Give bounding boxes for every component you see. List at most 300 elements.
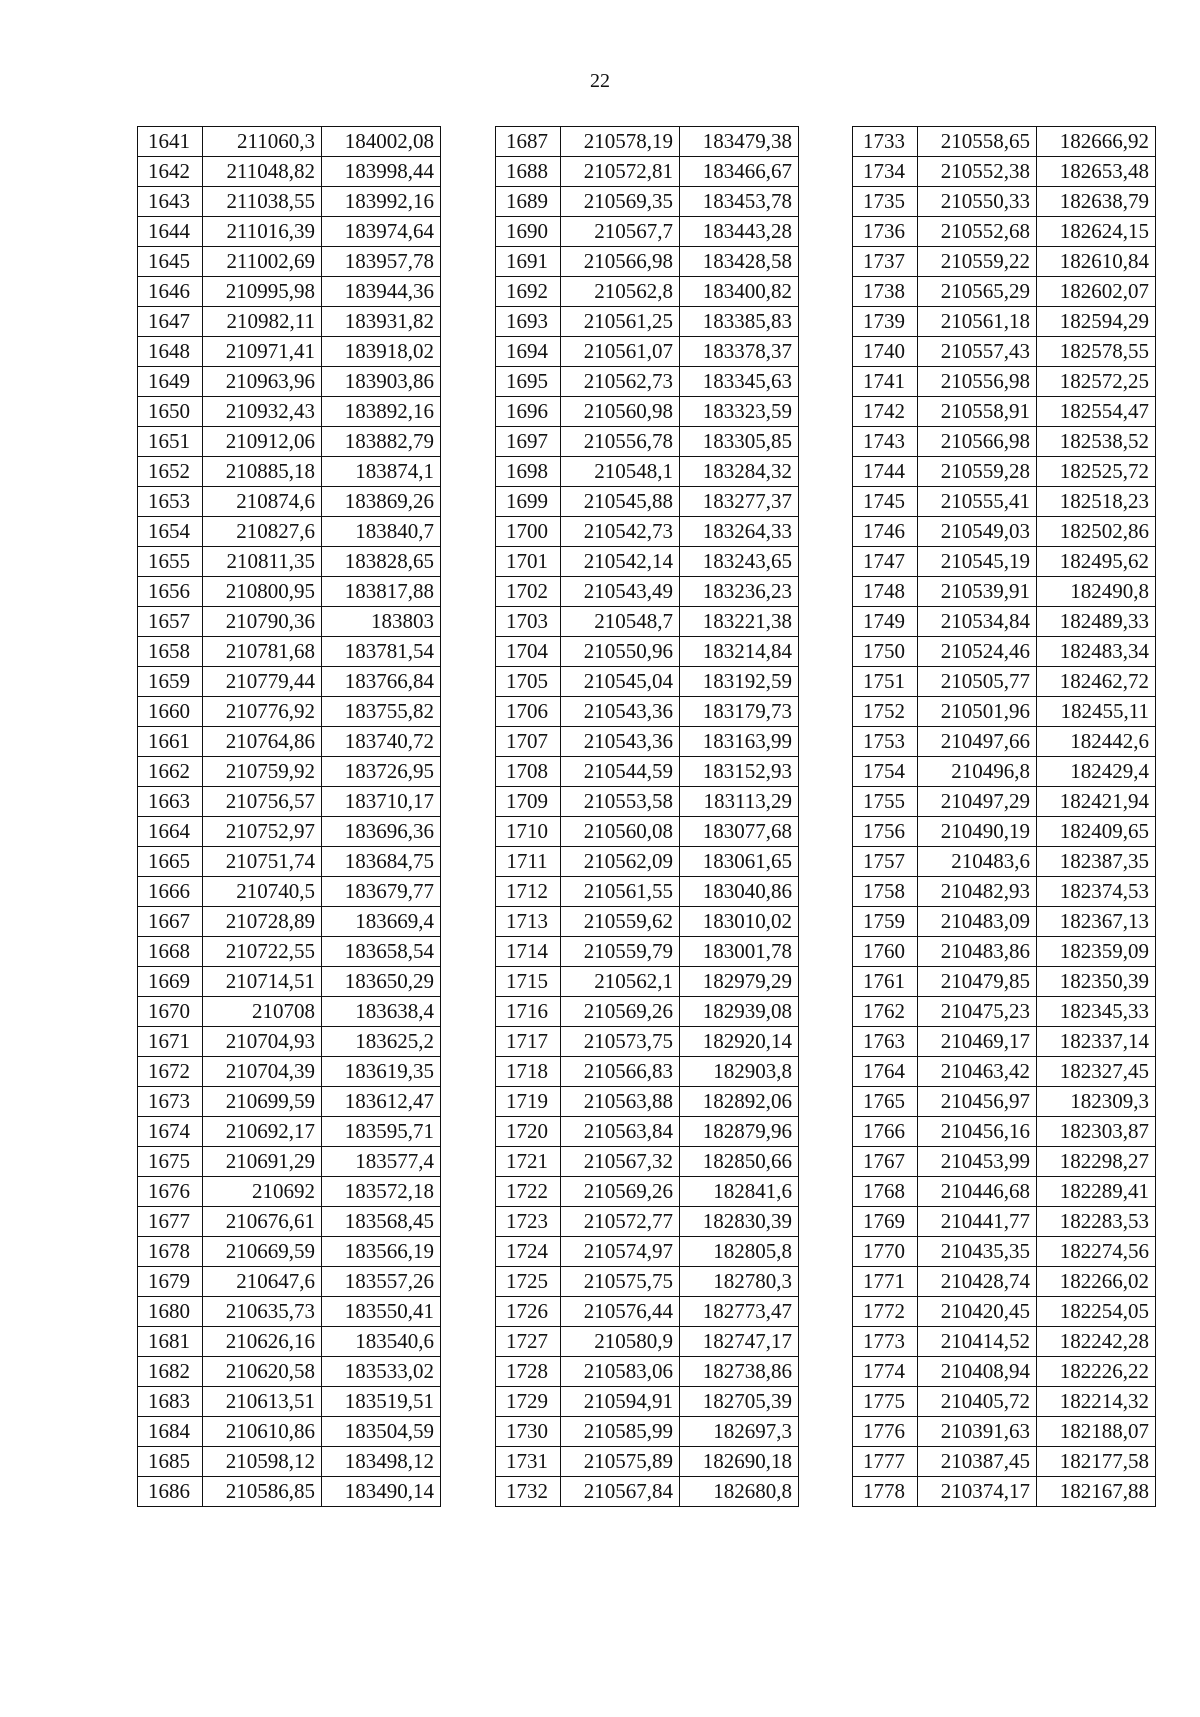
x-coordinate-cell: 210496,8 — [918, 757, 1037, 787]
x-coordinate-cell: 210586,85 — [203, 1477, 322, 1507]
coordinates-table-2 — [495, 126, 799, 1507]
point-number-cell: 1652 — [138, 457, 203, 487]
x-coordinate-cell: 211002,69 — [203, 247, 322, 277]
point-number-cell: 1641 — [138, 127, 203, 157]
point-number-cell: 1672 — [138, 1057, 203, 1087]
y-coordinate-cell: 183221,38 — [680, 607, 799, 637]
point-number-cell: 1705 — [496, 667, 561, 697]
table-row — [138, 1147, 441, 1177]
y-coordinate-cell: 183740,72 — [322, 727, 441, 757]
y-coordinate-cell: 183284,32 — [680, 457, 799, 487]
x-coordinate-cell: 210387,45 — [918, 1447, 1037, 1477]
table-row — [853, 727, 1156, 757]
y-coordinate-cell: 182525,72 — [1037, 457, 1156, 487]
x-coordinate-cell: 210728,89 — [203, 907, 322, 937]
table-row — [138, 427, 441, 457]
point-number-cell: 1727 — [496, 1327, 561, 1357]
point-number-cell: 1771 — [853, 1267, 918, 1297]
table-row — [853, 427, 1156, 457]
y-coordinate-cell: 183998,44 — [322, 157, 441, 187]
table-row — [853, 787, 1156, 817]
table-row — [496, 217, 799, 247]
point-number-cell: 1685 — [138, 1447, 203, 1477]
x-coordinate-cell: 210543,49 — [561, 577, 680, 607]
y-coordinate-cell: 182690,18 — [680, 1447, 799, 1477]
x-coordinate-cell: 210497,66 — [918, 727, 1037, 757]
y-coordinate-cell: 182780,3 — [680, 1267, 799, 1297]
point-number-cell: 1698 — [496, 457, 561, 487]
y-coordinate-cell: 183817,88 — [322, 577, 441, 607]
table-row — [496, 847, 799, 877]
y-coordinate-cell: 183625,2 — [322, 1027, 441, 1057]
x-coordinate-cell: 210692 — [203, 1177, 322, 1207]
table-row — [496, 997, 799, 1027]
y-coordinate-cell: 183944,36 — [322, 277, 441, 307]
table-row — [138, 967, 441, 997]
point-number-cell: 1701 — [496, 547, 561, 577]
y-coordinate-cell: 183498,12 — [322, 1447, 441, 1477]
y-coordinate-cell: 183992,16 — [322, 187, 441, 217]
table-row — [496, 1027, 799, 1057]
point-number-cell: 1679 — [138, 1267, 203, 1297]
point-number-cell: 1749 — [853, 607, 918, 637]
point-number-cell: 1757 — [853, 847, 918, 877]
table-row — [853, 1267, 1156, 1297]
table-row — [496, 1177, 799, 1207]
y-coordinate-cell: 182939,08 — [680, 997, 799, 1027]
point-number-cell: 1738 — [853, 277, 918, 307]
x-coordinate-cell: 210420,45 — [918, 1297, 1037, 1327]
x-coordinate-cell: 210543,36 — [561, 697, 680, 727]
point-number-cell: 1686 — [138, 1477, 203, 1507]
table-row — [138, 1447, 441, 1477]
x-coordinate-cell: 210708 — [203, 997, 322, 1027]
x-coordinate-cell: 210441,77 — [918, 1207, 1037, 1237]
y-coordinate-cell: 182624,15 — [1037, 217, 1156, 247]
x-coordinate-cell: 210751,74 — [203, 847, 322, 877]
table-row — [138, 697, 441, 727]
x-coordinate-cell: 210800,95 — [203, 577, 322, 607]
x-coordinate-cell: 210544,59 — [561, 757, 680, 787]
x-coordinate-cell: 210552,68 — [918, 217, 1037, 247]
point-number-cell: 1667 — [138, 907, 203, 937]
y-coordinate-cell: 182892,06 — [680, 1087, 799, 1117]
table-row — [138, 487, 441, 517]
table-row — [853, 457, 1156, 487]
x-coordinate-cell: 210567,7 — [561, 217, 680, 247]
y-coordinate-cell: 183612,47 — [322, 1087, 441, 1117]
point-number-cell: 1759 — [853, 907, 918, 937]
point-number-cell: 1752 — [853, 697, 918, 727]
y-coordinate-cell: 183957,78 — [322, 247, 441, 277]
x-coordinate-cell: 210549,03 — [918, 517, 1037, 547]
point-number-cell: 1773 — [853, 1327, 918, 1357]
x-coordinate-cell: 210790,36 — [203, 607, 322, 637]
point-number-cell: 1661 — [138, 727, 203, 757]
x-coordinate-cell: 210453,99 — [918, 1147, 1037, 1177]
table-row — [138, 457, 441, 487]
table-row — [496, 1447, 799, 1477]
y-coordinate-cell: 183540,6 — [322, 1327, 441, 1357]
table-row — [853, 907, 1156, 937]
table-row — [138, 247, 441, 277]
y-coordinate-cell: 182638,79 — [1037, 187, 1156, 217]
point-number-cell: 1760 — [853, 937, 918, 967]
table-row — [496, 127, 799, 157]
x-coordinate-cell: 210539,91 — [918, 577, 1037, 607]
y-coordinate-cell: 182920,14 — [680, 1027, 799, 1057]
y-coordinate-cell: 182429,4 — [1037, 757, 1156, 787]
x-coordinate-cell: 210560,08 — [561, 817, 680, 847]
y-coordinate-cell: 183453,78 — [680, 187, 799, 217]
point-number-cell: 1764 — [853, 1057, 918, 1087]
x-coordinate-cell: 210550,96 — [561, 637, 680, 667]
point-number-cell: 1648 — [138, 337, 203, 367]
x-coordinate-cell: 210704,93 — [203, 1027, 322, 1057]
y-coordinate-cell: 183874,1 — [322, 457, 441, 487]
x-coordinate-cell: 210501,96 — [918, 697, 1037, 727]
x-coordinate-cell: 210556,98 — [918, 367, 1037, 397]
x-coordinate-cell: 210563,84 — [561, 1117, 680, 1147]
x-coordinate-cell: 210610,86 — [203, 1417, 322, 1447]
point-number-cell: 1693 — [496, 307, 561, 337]
y-coordinate-cell: 182490,8 — [1037, 577, 1156, 607]
table-row — [853, 217, 1156, 247]
coordinates-table-3 — [852, 126, 1156, 1507]
y-coordinate-cell: 183400,82 — [680, 277, 799, 307]
y-coordinate-cell: 183504,59 — [322, 1417, 441, 1447]
y-coordinate-cell: 183305,85 — [680, 427, 799, 457]
y-coordinate-cell: 183466,67 — [680, 157, 799, 187]
x-coordinate-cell: 210479,85 — [918, 967, 1037, 997]
y-coordinate-cell: 183931,82 — [322, 307, 441, 337]
y-coordinate-cell: 182345,33 — [1037, 997, 1156, 1027]
table-row — [138, 127, 441, 157]
x-coordinate-cell: 210562,73 — [561, 367, 680, 397]
table-row — [853, 337, 1156, 367]
point-number-cell: 1756 — [853, 817, 918, 847]
x-coordinate-cell: 210545,19 — [918, 547, 1037, 577]
point-number-cell: 1775 — [853, 1387, 918, 1417]
x-coordinate-cell: 210542,14 — [561, 547, 680, 577]
y-coordinate-cell: 182283,53 — [1037, 1207, 1156, 1237]
point-number-cell: 1733 — [853, 127, 918, 157]
point-number-cell: 1726 — [496, 1297, 561, 1327]
y-coordinate-cell: 182327,45 — [1037, 1057, 1156, 1087]
table-row — [496, 307, 799, 337]
y-coordinate-cell: 182841,6 — [680, 1177, 799, 1207]
y-coordinate-cell: 182214,32 — [1037, 1387, 1156, 1417]
point-number-cell: 1737 — [853, 247, 918, 277]
x-coordinate-cell: 210635,73 — [203, 1297, 322, 1327]
x-coordinate-cell: 211048,82 — [203, 157, 322, 187]
y-coordinate-cell: 182554,47 — [1037, 397, 1156, 427]
table-row — [496, 787, 799, 817]
y-coordinate-cell: 183550,41 — [322, 1297, 441, 1327]
point-number-cell: 1657 — [138, 607, 203, 637]
table-row — [138, 547, 441, 577]
table-row — [496, 487, 799, 517]
table-row — [138, 337, 441, 367]
y-coordinate-cell: 182298,27 — [1037, 1147, 1156, 1177]
x-coordinate-cell: 210475,23 — [918, 997, 1037, 1027]
x-coordinate-cell: 210982,11 — [203, 307, 322, 337]
x-coordinate-cell: 210562,1 — [561, 967, 680, 997]
table-row — [853, 1447, 1156, 1477]
x-coordinate-cell: 210691,29 — [203, 1147, 322, 1177]
point-number-cell: 1758 — [853, 877, 918, 907]
y-coordinate-cell: 182387,35 — [1037, 847, 1156, 877]
y-coordinate-cell: 182337,14 — [1037, 1027, 1156, 1057]
y-coordinate-cell: 182489,33 — [1037, 607, 1156, 637]
y-coordinate-cell: 182653,48 — [1037, 157, 1156, 187]
point-number-cell: 1669 — [138, 967, 203, 997]
table-row — [496, 877, 799, 907]
table-row — [853, 397, 1156, 427]
table-row — [138, 1267, 441, 1297]
table-row — [496, 517, 799, 547]
y-coordinate-cell: 182409,65 — [1037, 817, 1156, 847]
point-number-cell: 1690 — [496, 217, 561, 247]
table-row — [138, 1417, 441, 1447]
point-number-cell: 1670 — [138, 997, 203, 1027]
table-row — [138, 1297, 441, 1327]
x-coordinate-cell: 210561,55 — [561, 877, 680, 907]
table-row — [138, 217, 441, 247]
y-coordinate-cell: 182502,86 — [1037, 517, 1156, 547]
y-coordinate-cell: 183869,26 — [322, 487, 441, 517]
table-row — [496, 577, 799, 607]
x-coordinate-cell: 210561,18 — [918, 307, 1037, 337]
table-row — [138, 157, 441, 187]
x-coordinate-cell: 210576,44 — [561, 1297, 680, 1327]
x-coordinate-cell: 210469,17 — [918, 1027, 1037, 1057]
y-coordinate-cell: 183443,28 — [680, 217, 799, 247]
table-row — [138, 847, 441, 877]
table-row — [496, 367, 799, 397]
table-row — [496, 277, 799, 307]
y-coordinate-cell: 183163,99 — [680, 727, 799, 757]
y-coordinate-cell: 183077,68 — [680, 817, 799, 847]
x-coordinate-cell: 210456,97 — [918, 1087, 1037, 1117]
y-coordinate-cell: 182188,07 — [1037, 1417, 1156, 1447]
point-number-cell: 1774 — [853, 1357, 918, 1387]
point-number-cell: 1706 — [496, 697, 561, 727]
point-number-cell: 1674 — [138, 1117, 203, 1147]
table-row — [853, 1177, 1156, 1207]
table-row — [138, 817, 441, 847]
table-row — [496, 697, 799, 727]
table-row — [138, 517, 441, 547]
point-number-cell: 1702 — [496, 577, 561, 607]
y-coordinate-cell: 182483,34 — [1037, 637, 1156, 667]
y-coordinate-cell: 182666,92 — [1037, 127, 1156, 157]
point-number-cell: 1753 — [853, 727, 918, 757]
point-number-cell: 1722 — [496, 1177, 561, 1207]
x-coordinate-cell: 210752,97 — [203, 817, 322, 847]
x-coordinate-cell: 210557,43 — [918, 337, 1037, 367]
x-coordinate-cell: 210594,91 — [561, 1387, 680, 1417]
y-coordinate-cell: 182350,39 — [1037, 967, 1156, 997]
table-row — [496, 337, 799, 367]
table-row — [138, 907, 441, 937]
x-coordinate-cell: 210776,92 — [203, 697, 322, 727]
x-coordinate-cell: 210569,26 — [561, 997, 680, 1027]
point-number-cell: 1730 — [496, 1417, 561, 1447]
table-row — [853, 997, 1156, 1027]
x-coordinate-cell: 210874,6 — [203, 487, 322, 517]
y-coordinate-cell: 182167,88 — [1037, 1477, 1156, 1507]
point-number-cell: 1736 — [853, 217, 918, 247]
x-coordinate-cell: 210553,58 — [561, 787, 680, 817]
x-coordinate-cell: 210764,86 — [203, 727, 322, 757]
point-number-cell: 1663 — [138, 787, 203, 817]
y-coordinate-cell: 183277,37 — [680, 487, 799, 517]
table-row — [853, 547, 1156, 577]
x-coordinate-cell: 210561,07 — [561, 337, 680, 367]
x-coordinate-cell: 210580,9 — [561, 1327, 680, 1357]
point-number-cell: 1689 — [496, 187, 561, 217]
y-coordinate-cell: 182421,94 — [1037, 787, 1156, 817]
table-row — [496, 397, 799, 427]
table-row — [853, 1237, 1156, 1267]
table-row — [496, 1297, 799, 1327]
x-coordinate-cell: 210569,26 — [561, 1177, 680, 1207]
point-number-cell: 1703 — [496, 607, 561, 637]
x-coordinate-cell: 210405,72 — [918, 1387, 1037, 1417]
x-coordinate-cell: 210555,41 — [918, 487, 1037, 517]
table-row — [496, 727, 799, 757]
x-coordinate-cell: 210692,17 — [203, 1117, 322, 1147]
x-coordinate-cell: 210781,68 — [203, 637, 322, 667]
x-coordinate-cell: 210811,35 — [203, 547, 322, 577]
table-row — [496, 187, 799, 217]
table-row — [496, 1087, 799, 1117]
table-row — [496, 1147, 799, 1177]
point-number-cell: 1750 — [853, 637, 918, 667]
x-coordinate-cell: 210559,28 — [918, 457, 1037, 487]
table-row — [853, 487, 1156, 517]
table-row — [853, 367, 1156, 397]
point-number-cell: 1645 — [138, 247, 203, 277]
y-coordinate-cell: 183214,84 — [680, 637, 799, 667]
x-coordinate-cell: 210569,35 — [561, 187, 680, 217]
table-row — [853, 277, 1156, 307]
point-number-cell: 1747 — [853, 547, 918, 577]
y-coordinate-cell: 182879,96 — [680, 1117, 799, 1147]
point-number-cell: 1656 — [138, 577, 203, 607]
point-number-cell: 1687 — [496, 127, 561, 157]
y-coordinate-cell: 182266,02 — [1037, 1267, 1156, 1297]
point-number-cell: 1642 — [138, 157, 203, 187]
point-number-cell: 1684 — [138, 1417, 203, 1447]
y-coordinate-cell: 182805,8 — [680, 1237, 799, 1267]
point-number-cell: 1735 — [853, 187, 918, 217]
y-coordinate-cell: 183566,19 — [322, 1237, 441, 1267]
point-number-cell: 1744 — [853, 457, 918, 487]
table-row — [853, 847, 1156, 877]
table-row — [853, 637, 1156, 667]
table-row — [853, 1117, 1156, 1147]
table-row — [853, 1147, 1156, 1177]
point-number-cell: 1745 — [853, 487, 918, 517]
y-coordinate-cell: 182697,3 — [680, 1417, 799, 1447]
y-coordinate-cell: 182850,66 — [680, 1147, 799, 1177]
y-coordinate-cell: 183892,16 — [322, 397, 441, 427]
point-number-cell: 1666 — [138, 877, 203, 907]
point-number-cell: 1734 — [853, 157, 918, 187]
table-row — [496, 907, 799, 937]
point-number-cell: 1763 — [853, 1027, 918, 1057]
point-number-cell: 1741 — [853, 367, 918, 397]
x-coordinate-cell: 210971,41 — [203, 337, 322, 367]
x-coordinate-cell: 210534,84 — [918, 607, 1037, 637]
x-coordinate-cell: 210428,74 — [918, 1267, 1037, 1297]
point-number-cell: 1696 — [496, 397, 561, 427]
point-number-cell: 1692 — [496, 277, 561, 307]
y-coordinate-cell: 183840,7 — [322, 517, 441, 547]
point-number-cell: 1647 — [138, 307, 203, 337]
y-coordinate-cell: 183428,58 — [680, 247, 799, 277]
point-number-cell: 1748 — [853, 577, 918, 607]
table-row — [138, 1087, 441, 1117]
point-number-cell: 1650 — [138, 397, 203, 427]
table-row — [138, 367, 441, 397]
y-coordinate-cell: 183828,65 — [322, 547, 441, 577]
y-coordinate-cell: 183577,4 — [322, 1147, 441, 1177]
table-row — [138, 1207, 441, 1237]
table-row — [138, 1357, 441, 1387]
point-number-cell: 1717 — [496, 1027, 561, 1057]
table-row — [853, 577, 1156, 607]
x-coordinate-cell: 210483,09 — [918, 907, 1037, 937]
point-number-cell: 1649 — [138, 367, 203, 397]
y-coordinate-cell: 183568,45 — [322, 1207, 441, 1237]
y-coordinate-cell: 182830,39 — [680, 1207, 799, 1237]
y-coordinate-cell: 183918,02 — [322, 337, 441, 367]
table-row — [138, 997, 441, 1027]
point-number-cell: 1707 — [496, 727, 561, 757]
x-coordinate-cell: 210885,18 — [203, 457, 322, 487]
y-coordinate-cell: 183803 — [322, 607, 441, 637]
table-row — [853, 187, 1156, 217]
x-coordinate-cell: 210567,84 — [561, 1477, 680, 1507]
page-number: 22 — [590, 70, 610, 92]
table-row — [496, 967, 799, 997]
table-row — [496, 607, 799, 637]
y-coordinate-cell: 182374,53 — [1037, 877, 1156, 907]
x-coordinate-cell: 211038,55 — [203, 187, 322, 217]
point-number-cell: 1719 — [496, 1087, 561, 1117]
table-row — [496, 1387, 799, 1417]
point-number-cell: 1718 — [496, 1057, 561, 1087]
coordinates-table-1 — [137, 126, 441, 1507]
x-coordinate-cell: 210556,78 — [561, 427, 680, 457]
x-coordinate-cell: 210995,98 — [203, 277, 322, 307]
y-coordinate-cell: 183152,93 — [680, 757, 799, 787]
y-coordinate-cell: 183557,26 — [322, 1267, 441, 1297]
table-row — [853, 157, 1156, 187]
point-number-cell: 1728 — [496, 1357, 561, 1387]
x-coordinate-cell: 210598,12 — [203, 1447, 322, 1477]
point-number-cell: 1709 — [496, 787, 561, 817]
x-coordinate-cell: 210575,89 — [561, 1447, 680, 1477]
y-coordinate-cell: 182359,09 — [1037, 937, 1156, 967]
point-number-cell: 1708 — [496, 757, 561, 787]
x-coordinate-cell: 210552,38 — [918, 157, 1037, 187]
y-coordinate-cell: 183638,4 — [322, 997, 441, 1027]
y-coordinate-cell: 183010,02 — [680, 907, 799, 937]
